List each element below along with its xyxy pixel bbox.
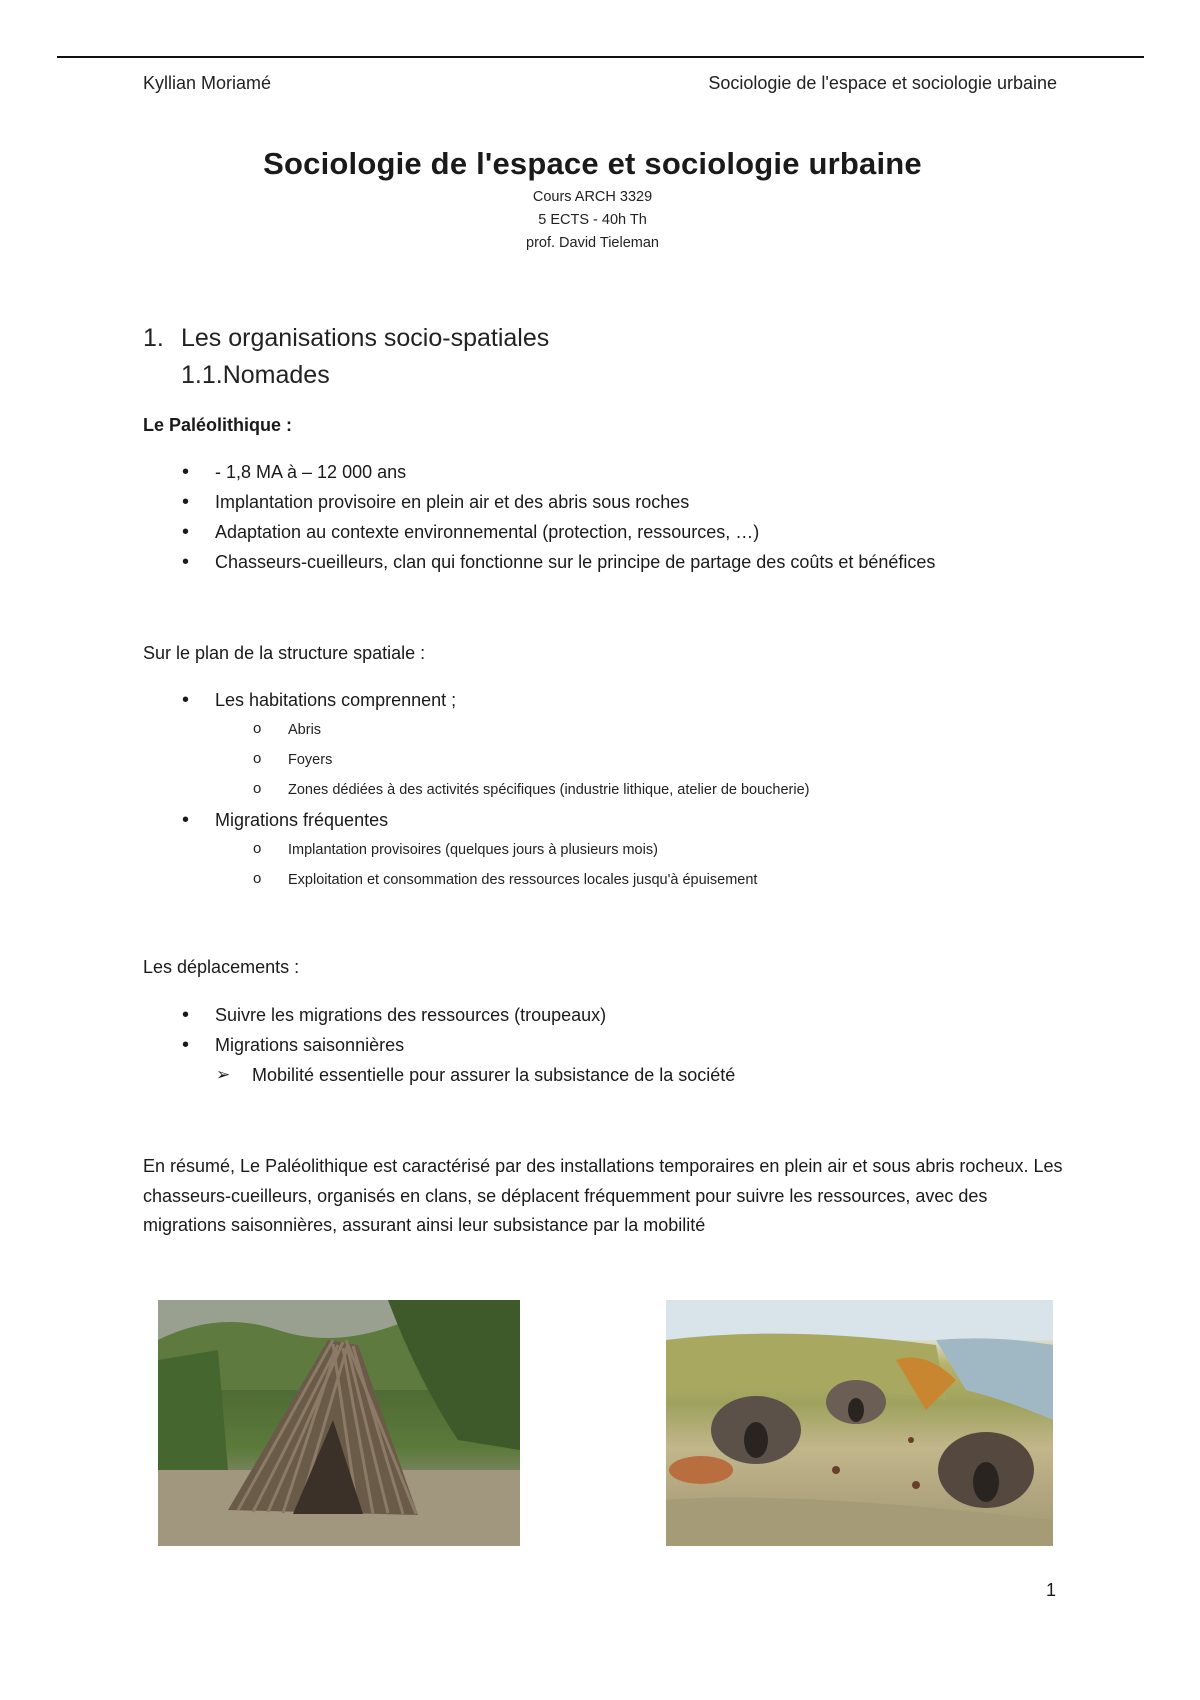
list-subitem: o Exploitation et consommation des ressources locales jusqu'à épuisement: [143, 865, 810, 895]
header-course-title: Sociologie de l'espace et sociologie urbaine: [708, 73, 1057, 93]
list-subitem: o Foyers: [143, 745, 810, 775]
deplacements-list: [143, 1000, 735, 1090]
list-arrow-item: ➢ Mobilité essentielle pour assurer la subsistance de la société: [143, 1060, 735, 1090]
list-item: • Migrations saisonnières: [143, 1030, 735, 1060]
list-item: • - 1,8 MA à – 12 000 ans: [143, 457, 935, 487]
title-block: [0, 146, 1185, 255]
subsection-heading: 1.1.Nomades: [181, 361, 330, 389]
structure-label: Sur le plan de la structure spatiale :: [143, 643, 426, 663]
list-item: • Les habitations comprennent ;: [143, 685, 810, 715]
branch-shelter-illustration: [158, 1300, 520, 1546]
list-item: • Adaptation au contexte environnemental (protection, ressources, …): [143, 517, 935, 547]
course-professor: prof. David Tieleman: [526, 235, 659, 251]
section-number: 1.: [143, 324, 164, 352]
list-subitem: o Abris: [143, 715, 810, 745]
header-author: Kyllian Moriamé: [143, 73, 272, 93]
camp-scene-drawing: [666, 1300, 1053, 1546]
list-subitem: o Implantation provisoires (quelques jours à plusieurs mois): [143, 835, 810, 865]
list-item: • Migrations fréquentes: [143, 805, 810, 835]
list-item: • Implantation provisoire en plein air et des abris sous roches: [143, 487, 935, 517]
course-credits: 5 ECTS - 40h Th: [538, 212, 647, 228]
section-title: Les organisations socio-spatiales: [181, 324, 550, 352]
list-item: • Chasseurs-cueilleurs, clan qui fonctionne sur le principe de partage des coûts et bénéfices: [143, 547, 935, 577]
section-heading: [143, 324, 549, 353]
document-title: Sociologie de l'espace et sociologie urbaine: [263, 146, 922, 181]
deplacements-label: Les déplacements :: [143, 957, 300, 977]
course-code: Cours ARCH 3329: [532, 189, 653, 205]
list-subitem: o Zones dédiées à des activités spécifiques (industrie lithique, atelier de boucherie): [143, 775, 810, 805]
paleolithique-list: [143, 457, 935, 577]
list-item: • Suivre les migrations des ressources (troupeaux): [143, 1000, 735, 1030]
header-rule: [57, 56, 1144, 58]
branch-shelter-photo: [158, 1300, 520, 1546]
summary-paragraph: En résumé, Le Paléolithique est caractérisé par des installations temporaires en plein air et sous abris rocheux. Les chasseurs-cueilleurs, organisés en clans, se déplacent fréquemment pour suivre les ressources, avec des migrations saisonnières, assurant ainsi leur subsistance par la mobilité: [143, 1156, 1063, 1235]
structure-list: [143, 685, 810, 895]
page-number: 1: [1046, 1580, 1057, 1600]
paleolithique-label: Le Paléolithique :: [143, 415, 293, 435]
prehistoric-camp-illustration: [666, 1300, 1053, 1546]
